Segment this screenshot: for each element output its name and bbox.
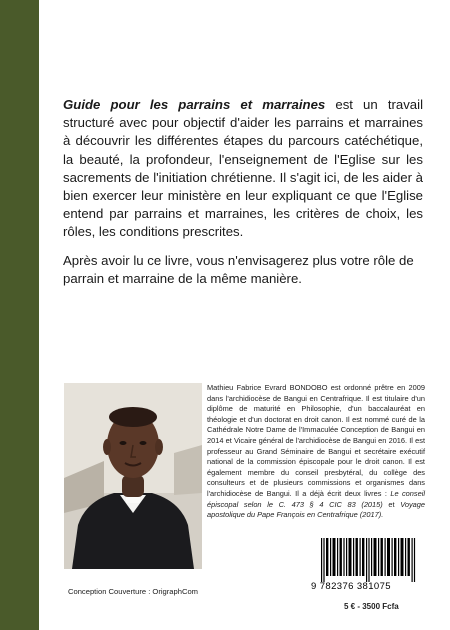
author-bio-conjunction: et (382, 499, 401, 509)
price-label: 5 € - 3500 Fcfa (344, 602, 399, 611)
back-cover-blurb (63, 96, 423, 298)
isbn-barcode (311, 538, 431, 594)
author-photo (64, 383, 202, 569)
book-title: Guide pour les parrains et marraines (63, 97, 326, 112)
author-bio-text: Mathieu Fabrice Evrard BONDOBO est ordonné prêtre en 2009 dans l'archidiocèse de Bangui en Centrafrique. Il est titulaire d'un diplôme de maturité en Philosophie, d'un baccalauréat en théologie et d'un doctorat en droit canon. Il est nommé curé de la Cathédrale Notre Dame de l'Immaculée Conception de Bangui en 2014 et Vicaire général de l'archidiocèse de Bangui en 2016. Il est professeur au Grand Séminaire de Bangui et secrétaire exécutif national de la commission épiscopale pour le droit canon. Il est également membre du conseil presbytéral, du collège des consulteurs et de plusieurs commissions et organismes dans l'archidiocèse de Bangui. Il a déjà écrit deux livres : (207, 383, 425, 498)
cover-design-credit: Conception Couverture : OrigraphCom (68, 587, 198, 596)
author-portrait-icon (64, 383, 202, 569)
barcode-icon (311, 538, 431, 582)
blurb-paragraph-2: Après avoir lu ce livre, vous n'envisagerez plus votre rôle de parrain et marraine de la même manière. (63, 252, 414, 286)
spine-band (0, 0, 39, 630)
blurb-paragraph-1 (63, 96, 423, 242)
author-bio (207, 383, 425, 521)
blurb-text-1: est un travail structuré avec pour objectif d'aider les parrains et marraines à découvrir les différentes étapes du parcours catéchétique, la beauté, la profondeur, l'enseignement de l'Eglise sur les sacrements de l'initiation chrétienne. Il s'agit ici, de les aider à bien exercer leur ministère en leur expliquant ce que l'Eglise entend par parrains et marraines, les critères de choix, les rôles, les conditions prescrites. (63, 97, 423, 240)
author-book-1: Le conseil épiscopal selon le C. 473 § 4 CIC 83 (2015) (207, 488, 425, 509)
isbn-digits: 9 782376 381075 (311, 581, 391, 592)
author-book-2: Voyage apostolique du Pape François en Centrafrique (2017). (207, 499, 425, 520)
